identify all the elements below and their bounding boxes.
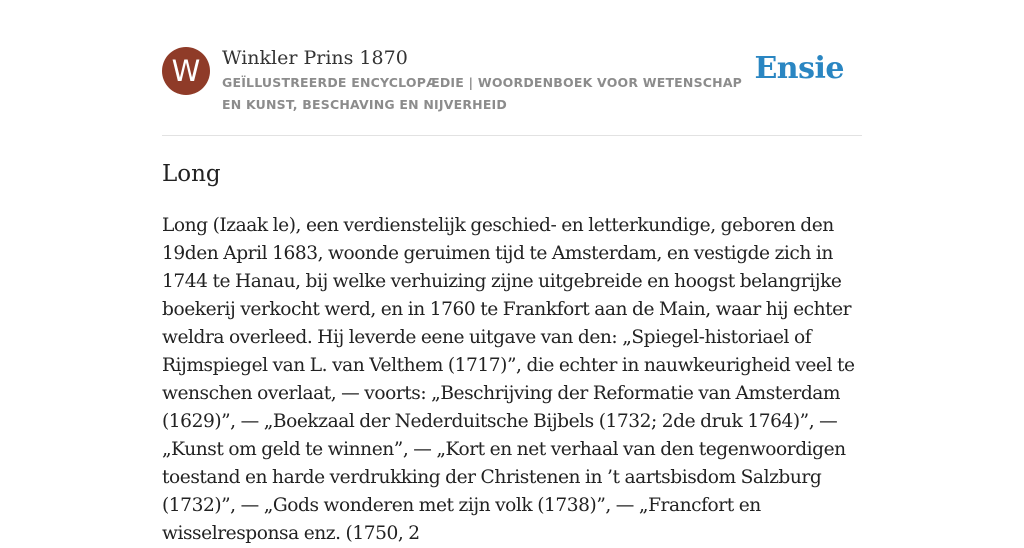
ensie-logo[interactable]: Ensie	[754, 51, 844, 86]
source-header	[162, 46, 862, 136]
entry-title: Long	[162, 161, 221, 187]
divider	[162, 135, 862, 136]
source-avatar[interactable]: W	[162, 47, 210, 95]
source-title[interactable]: Winkler Prins 1870	[222, 47, 408, 69]
entry-body: Long (Izaak le), een verdienstelijk geschied- en letterkundige, geboren den 19den April 1683, woonde geruimen tijd te Amsterdam, en vestigde zich in 1744 te Hanau, bij welke verhuizing zijne uitgebreide en hoogst belangrijke boekerij verkocht werd, en in 1760 te Frankfort aan de Main, waar hij echter weldra overleed. Hij leverde eene uitgave van den: „Spiegel-historiael of Rijmspiegel van L. van Velthem (1717)”, die echter in nauwkeurigheid veel te wenschen overlaat, — voorts: „Beschrijving der Reformatie van Amsterdam (1629)”, — „Boekzaal der Nederduitsche Bijbels (1732; 2de druk 1764)”, — „Kunst om geld te winnen”, — „Kort en net verhaal van den tegenwoordigen toestand en harde verdrukking der Christenen in ’t aartsbisdom Salzburg (1732)”, — „Gods wonderen met zijn volk (1738)”, — „Francfort en wisselresponsa enz. (1750, 2	[162, 215, 855, 544]
source-subtitle: GEÏLLUSTREERDE ENCYCLOPÆDIE | WOORDENBOEK VOOR WETENSCHAP EN KUNST, BESCHAVING EN NIJVERHEID	[222, 75, 743, 112]
